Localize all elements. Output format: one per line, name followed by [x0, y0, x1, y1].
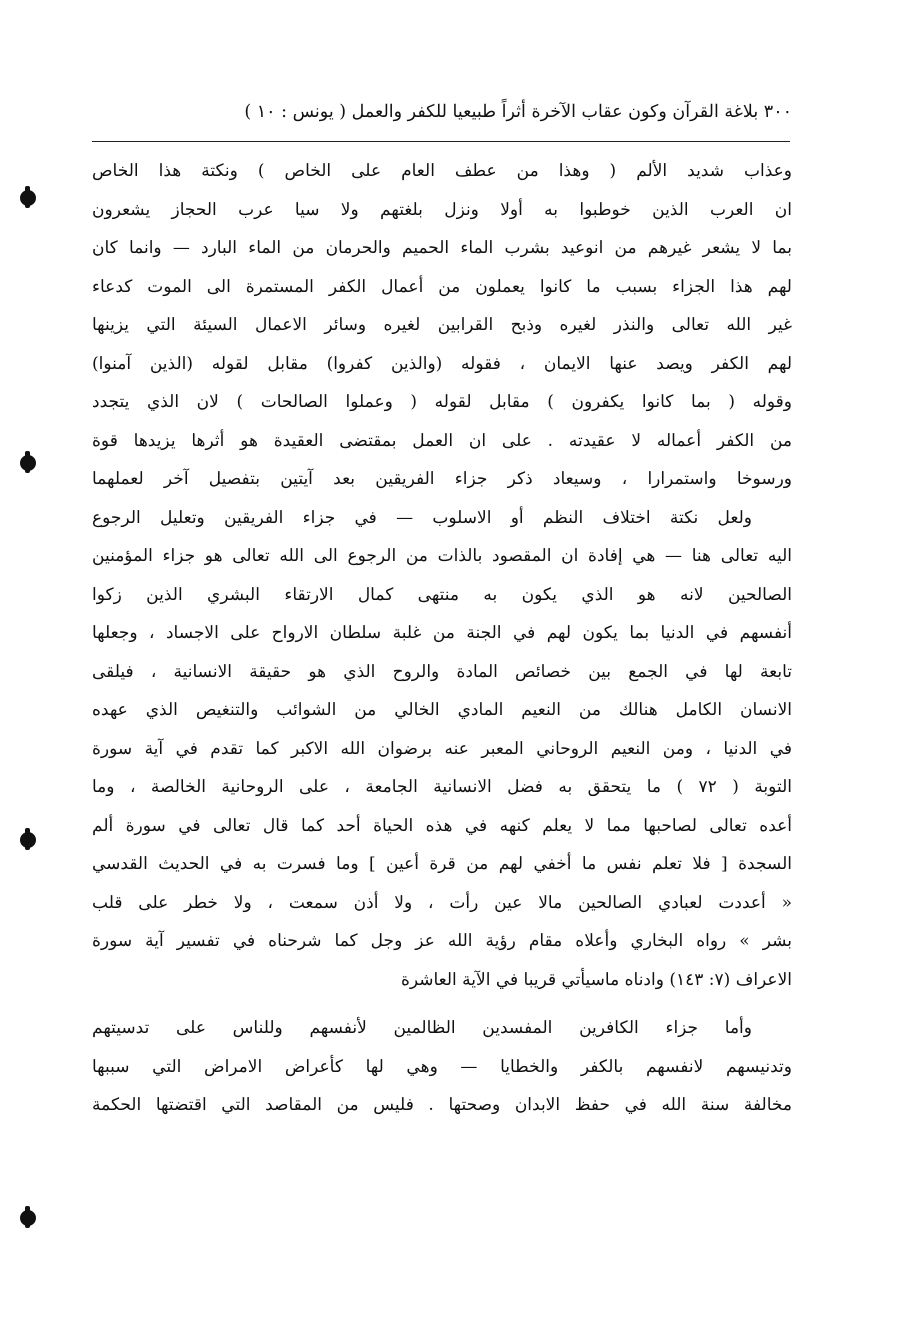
text-line: « أعددت لعبادي الصالحين مالا عين رأت ، ولا أذن سمعت ، ولا خطر على قلب	[92, 892, 792, 913]
text-line: اليه تعالى هنا — هي إفادة ان المقصود بالذات من الرجوع الى الله تعالى هو جزاء المؤمنين	[92, 546, 792, 566]
text-line: ان العرب الذين خوطبوا به أولا ونزل بلغتهم ولا سيا عرب الحجاز يشعرون	[92, 199, 792, 220]
header-divider	[92, 141, 790, 142]
text-line: لهم الكفر ويصد عنها الايمان ، فقوله (والذين كفروا) مقابل لقوله (الذين آمنوا)	[92, 353, 792, 374]
text-line: وقوله ( بما كانوا يكفرون ) مقابل لقوله ( وعملوا الصالحات ) لان الذي يتجدد	[92, 392, 792, 412]
text-line: وتدنيسهم لانفسهم بالكفر والخطايا — وهي لها كأعراض الامراض التي سببها	[92, 1056, 792, 1077]
text-line: تابعة لها في الجمع بين خصائص المادة والروح الذي هو حقيقة الانسانية ، فيلقى	[92, 661, 792, 682]
binding-hole-mark	[20, 190, 36, 206]
text-line: الانسان الكامل هنالك من النعيم المادي الخالي من الشوائب والتنغيص الذي عهده	[92, 700, 792, 720]
text-line: مخالفة سنة الله في حفظ الابدان وصحتها . فليس من المقاصد التي اقتضتها الحكمة	[92, 1095, 792, 1115]
binding-hole-mark	[20, 832, 36, 848]
text-line: وأما جزاء الكافرين المفسدين الظالمين لأنفسهم وللناس على تدسيتهم	[92, 1018, 752, 1038]
text-line: بشر » رواه البخاري وأعلاه مقام رؤية الله عز وجل كما شرحناه في تفسير آية سورة	[92, 931, 792, 951]
binding-hole-mark	[20, 455, 36, 471]
text-line: التوبة ( ٧٢ ) ما يتحقق به فضل الانسانية الجامعة ، على الروحانية الخالصة ، وما	[92, 777, 792, 797]
text-line: أنفسهم في الدنيا بما يكون لهم في الجنة من غلبة سلطان الارواح على الاجساد ، وجعلها	[92, 623, 792, 643]
text-line: الاعراف (٧: ١٤٣) وادناه ماسيأتي قريبا في الآية العاشرة	[400, 969, 792, 990]
text-line: غير الله تعالى والنذر لغيره وذبح القرابين لغيره وسائر الاعمال السيئة التي يزينها	[92, 315, 792, 335]
text-line: من الكفر أعماله لا عقيدته . على ان العمل بمقتضى العقيدة هو أثرها يزيدها قوة	[92, 430, 792, 451]
text-line: ورسوخا واستمرارا ، وسيعاد ذكر جزاء الفريقين بعد آيتين بتفصيل آخر لعملهما	[92, 469, 792, 489]
page-body	[92, 152, 792, 1125]
text-line: بما لا يشعر غيرهم من انوعيد بشرب الماء الحميم والحرمان من الماء البارد — وانما كان	[92, 238, 792, 258]
running-header: ٣٠٠ بلاغة القرآن وكون عقاب الآخرة أثراً طبيعيا للكفر والعمل ( يونس : ١٠ )	[244, 102, 792, 122]
text-line: الصالحين لانه هو الذي يكون به منتهى كمال الارتقاء البشري الذين زكوا	[92, 584, 792, 605]
text-line: السجدة [ فلا تعلم نفس ما أخفي لهم من قرة أعين ] وما فسرت به في الحديث القدسي	[92, 854, 792, 874]
text-line: لهم هذا الجزاء بسبب ما كانوا يعملون من أعمال الكفر المستمرة الى الموت كدعاء	[92, 276, 792, 297]
text-line: أعده تعالى لصاحبها مما لا يعلم كنهه في هذه الحياة أحد كما قال تعالى في سورة ألم	[92, 815, 792, 836]
binding-hole-mark	[20, 1210, 36, 1226]
text-line: ولعل نكتة اختلاف النظم أو الاسلوب — في جزاء الفريقين وتعليل الرجوع	[92, 507, 752, 528]
text-line: وعذاب شديد الألم ( وهذا من عطف العام على الخاص ) ونكتة هذا الخاص	[92, 161, 792, 181]
paragraph-gap	[92, 999, 792, 1009]
text-line: في الدنيا ، ومن النعيم الروحاني المعبر عنه برضوان الله الاكبر كما تقدم في آية سورة	[92, 738, 792, 759]
